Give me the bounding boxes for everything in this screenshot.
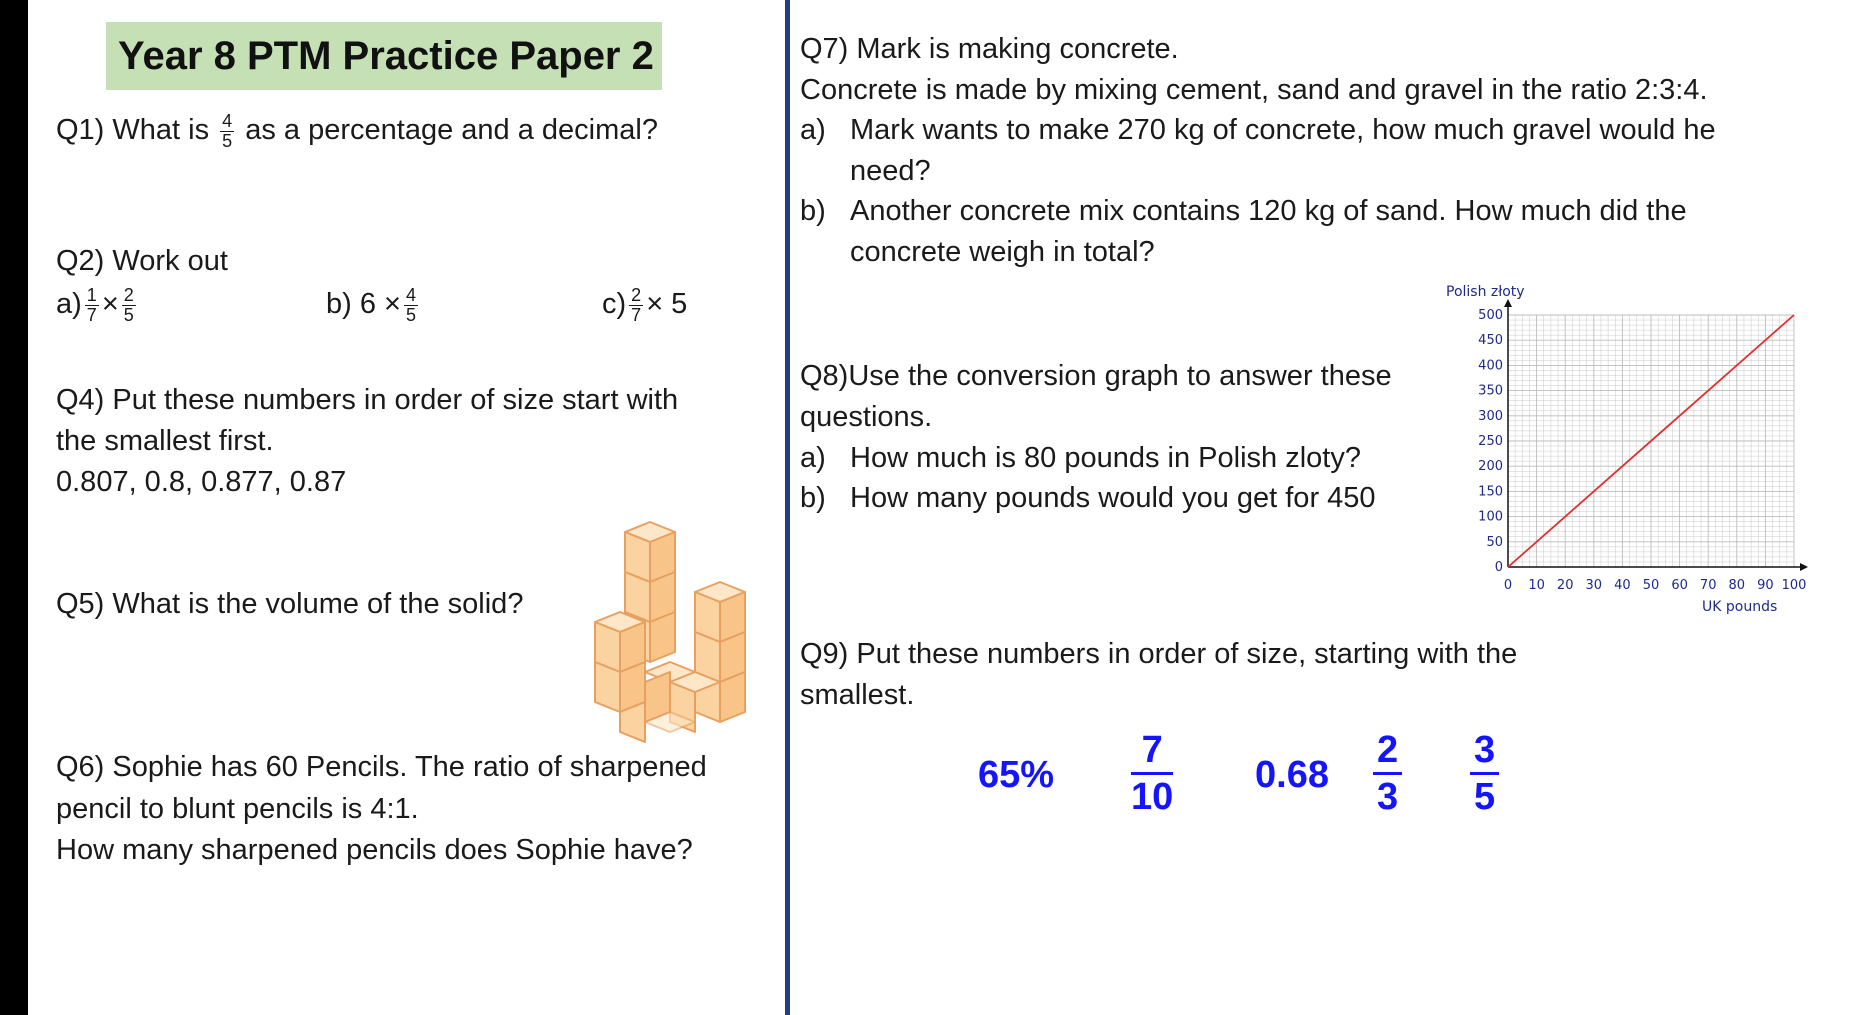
q4-line-2: the smallest first.: [56, 425, 274, 457]
x-tick-label: 90: [1757, 578, 1774, 593]
q7a-line-1: Mark wants to make 270 kg of concrete, how much gravel would he: [850, 114, 1716, 146]
x-tick-label: 0: [1503, 578, 1513, 593]
y-tick-label: 500: [1478, 308, 1503, 323]
question-1: [56, 112, 658, 151]
cube-solid-image: [593, 520, 783, 750]
y-tick-label: 350: [1478, 383, 1503, 399]
x-tick-label: 30: [1585, 578, 1603, 593]
q7b-label: b): [800, 195, 826, 227]
y-tick-label: 100: [1478, 509, 1503, 525]
q6-line-3: How many sharpened pencils does Sophie have?: [56, 834, 693, 866]
q2c-fraction: $\frac{2}{7}$: [631, 285, 642, 325]
q6-line-2: pencil to blunt pencils is 4:1.: [56, 793, 419, 825]
y-tick-label: 50: [1486, 534, 1503, 550]
q8a-label: a): [800, 442, 826, 474]
x-tick-label: 20: [1556, 578, 1574, 593]
page-title: Year 8 PTM Practice Paper 2: [118, 34, 654, 78]
q1-fraction: $\frac{4}{5}$: [222, 111, 233, 151]
x-tick-label: 100: [1781, 578, 1807, 593]
y-tick-label: 450: [1478, 333, 1503, 349]
q2-heading: Q2) Work out: [56, 245, 228, 277]
x-axis-arrow: [1800, 563, 1808, 571]
q8-line-2: questions.: [800, 401, 933, 433]
q2b-fraction: $\frac{4}{5}$: [405, 285, 416, 325]
q2a-fraction-2: $\frac{2}{5}$: [123, 285, 134, 325]
x-tick-label: 10: [1528, 578, 1545, 593]
q7a-line-2: need?: [850, 155, 931, 187]
q9-fraction-3: 3 5: [1470, 730, 1499, 817]
q8a-text: How much is 80 pounds in Polish zloty?: [850, 442, 1361, 474]
x-tick-label: 40: [1614, 578, 1631, 593]
q4-line-3: 0.807, 0.8, 0.877, 0.87: [56, 466, 347, 498]
y-axis-arrow: [1504, 299, 1512, 307]
y-tick-label: 300: [1478, 408, 1503, 424]
x-tick-label: 70: [1699, 578, 1717, 593]
q7-line-1: Q7) Mark is making concrete.: [800, 33, 1179, 65]
q7b-line-1: Another concrete mix contains 120 kg of sand. How much did the: [850, 195, 1687, 227]
conversion-graph: [1428, 275, 1818, 620]
q9-line-1: Q9) Put these numbers in order of size, starting with the: [800, 638, 1518, 670]
x-tick-label: 80: [1728, 578, 1746, 593]
title-banner: [106, 22, 662, 90]
q8b-text: How many pounds would you get for 450: [850, 482, 1376, 514]
q2a-fraction-1: $\frac{1}{7}$: [86, 285, 97, 325]
q7b-line-2: concrete weigh in total?: [850, 236, 1155, 268]
q9-value-decimal: 0.68: [1255, 754, 1329, 796]
q8b-label: b): [800, 482, 826, 514]
x-tick-label: 50: [1642, 578, 1660, 593]
q2-part-c: c) $\frac{2}{7}$ × 5: [602, 285, 688, 325]
q5-text: Q5) What is the volume of the solid?: [56, 588, 524, 620]
y-axis-label: Polish złoty: [1446, 284, 1525, 300]
y-tick-label: 250: [1478, 434, 1503, 449]
q4-line-1: Q4) Put these numbers in order of size start with: [56, 384, 679, 416]
q2-part-a: a) $\frac{1}{7}$ × $\frac{2}{5}$: [56, 285, 134, 325]
q9-line-2: smallest.: [800, 679, 915, 711]
column-divider: [785, 0, 790, 1015]
q6-line-1: Q6) Sophie has 60 Pencils. The ratio of sharpened: [56, 751, 707, 783]
x-tick-label: 60: [1671, 578, 1688, 593]
q8-line-1: Q8)Use the conversion graph to answer these: [800, 360, 1392, 392]
q7a-label: a): [800, 114, 826, 146]
q9-fraction-2: 2 3: [1373, 730, 1402, 817]
q2-part-b: b) 6 × $\frac{4}{5}$: [326, 285, 416, 325]
q9-value-percent: 65%: [978, 754, 1055, 796]
q9-fraction-1: 7 10: [1131, 729, 1174, 818]
y-tick-label: 200: [1478, 459, 1503, 475]
y-tick-label: 0: [1494, 560, 1503, 575]
q1-prefix: Q1) What is: [56, 114, 210, 147]
y-tick-label: 400: [1478, 358, 1503, 374]
q7-line-2: Concrete is made by mixing cement, sand and gravel in the ratio 2:3:4.: [800, 74, 1708, 106]
q1-suffix: as a percentage and a decimal?: [245, 114, 658, 147]
worksheet-page: [28, 0, 1866, 1015]
x-axis-label: UK pounds: [1702, 599, 1778, 615]
y-tick-label: 150: [1478, 484, 1503, 500]
